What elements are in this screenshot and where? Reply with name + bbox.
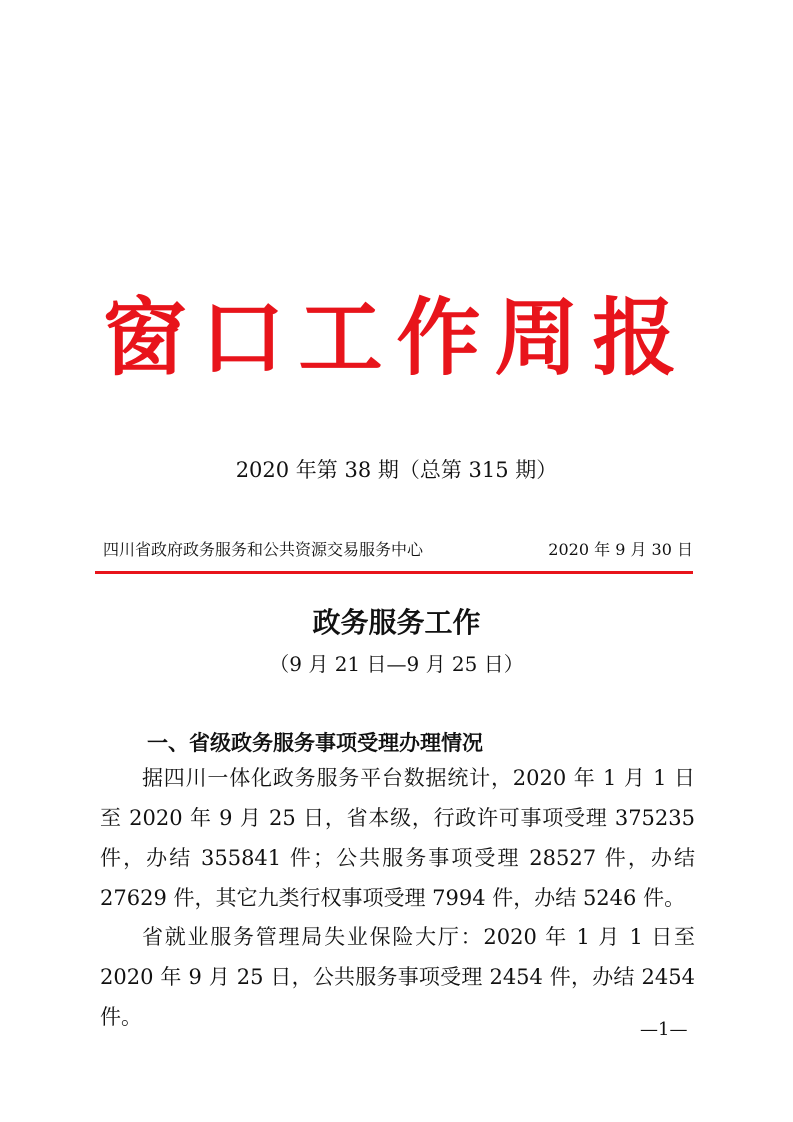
body-paragraph: 据四川一体化政务服务平台数据统计，2020 年 1 月 1 日至 2020 年 9 月 25 日，省本级，行政许可事项受理 375235 件，办结 355841 件；公共服务事项受理 28527 件，办结 27629 件，其它九类行权事项受理 7994 件，办结 5246 件。 xyxy=(100,766,695,910)
issuer-row xyxy=(103,537,693,563)
body-paragraph: 省就业服务管理局失业保险大厅：2020 年 1 月 1 日至 2020 年 9 月 25 日，公共服务事项受理 2454 件，办结 2454 件。 xyxy=(100,925,695,1029)
masthead-title: 窗口工作周报 xyxy=(102,288,691,387)
issue-number: 2020 年第 38 期（总第 315 期） xyxy=(235,458,558,482)
issuer-name: 四川省政府政务服务和公共资源交易服务中心 xyxy=(103,540,424,559)
subsection-heading: 一、省级政务服务事项受理办理情况 xyxy=(147,731,483,755)
page-number: —1— xyxy=(640,1019,688,1040)
section-title: 政务服务工作 xyxy=(312,606,481,639)
issue-date: 2020 年 9 月 30 日 xyxy=(548,540,693,559)
section-date-range: （9 月 21 日—9 月 25 日） xyxy=(269,652,524,676)
red-divider xyxy=(95,571,693,574)
